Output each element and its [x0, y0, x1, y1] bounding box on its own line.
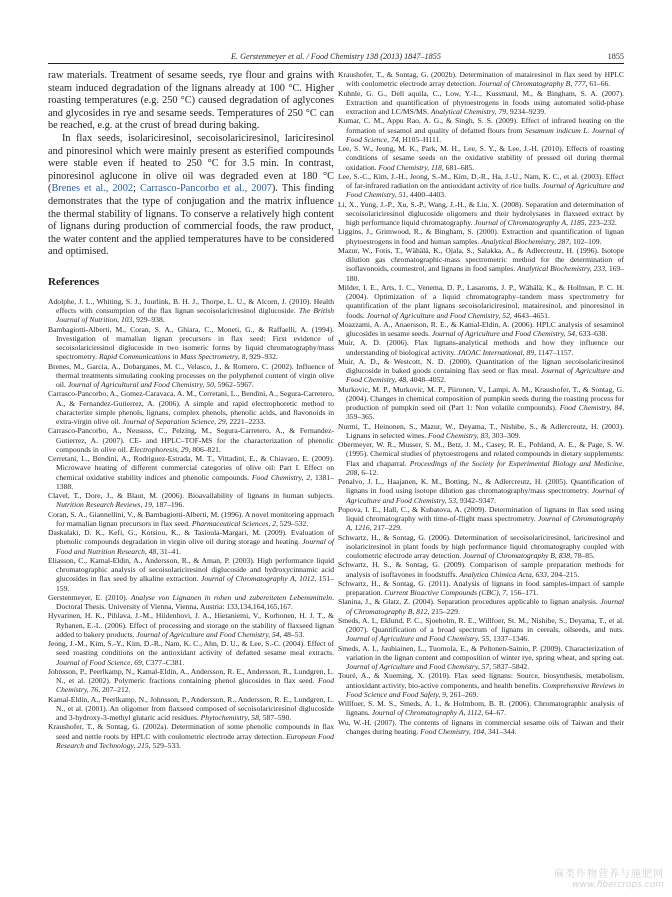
references-heading: References [48, 275, 100, 288]
reference-pages: , 4048–4052. [406, 375, 446, 385]
reference-pages: , 261–269. [445, 689, 479, 699]
reference-journal: Food Chemistry, 118 [378, 162, 442, 172]
reference-authors-title: Popova, I. E., Hall, C., & Kubatova, A. (2009). Determination of lignans in flax seed using liquid chromatography with time-of-flight mass spectrometry. [338, 504, 624, 523]
reference-pages: . Doctoral Thesis. University of Vienna, Vienna, Austria: 133,134,164,165,167. [56, 592, 334, 612]
reference-journal: Journal of Agriculture and Food Chemistry, 54 [136, 629, 280, 639]
reference-journal: Current Bioactive Compounds (CBC), 7 [384, 588, 507, 597]
watermark-url: www.fibercrops.com [572, 880, 664, 890]
reference-authors-title: Slanina, J., & Glatz, Z. (2004). Separation procedures applicable to lignan analysis. [338, 597, 601, 607]
right-column [338, 70, 624, 736]
reference-pages: , 187–196. [151, 500, 185, 510]
reference-pages: , 31–41. [156, 546, 182, 556]
reference-item [338, 579, 624, 598]
reference-authors-title: Milder, I. E., Arts, I. C., Venema, D. P., Lasaroms, J. P., Wähälä, K., & Hollman, P. C. H. (2004). Optimization of a liquid chromatography–tandem mass spectrometry for quantification of the plant lignans secoisolariciresinol, matairesinol, and pinoresinol in foods. [338, 282, 624, 320]
reference-journal: Sesamum indicum L. Journal of Food Science, 74 [346, 125, 624, 144]
reference-pages: , 1337–1346. [489, 634, 530, 644]
reference-journal: Journal of Chromatography A, 1185 [474, 218, 585, 227]
reference-pages: , 61–66. [585, 79, 611, 89]
reference-list-right [338, 70, 624, 736]
reference-authors-title: Nurmi, T., Heinonen, S., Mazur, W., Deyama, T., Nishibe, S., & Adlercreutz, H. (2003). Lignans in selected wines. [338, 421, 624, 440]
reference-item [338, 422, 624, 441]
reference-journal: Electrophoresis, 29 [129, 444, 189, 454]
reference-journal: Journal of Agriculture and Food Chemistry, 48 [346, 366, 624, 385]
reference-pages: , 6–12. [357, 467, 379, 477]
reference-journal: Journal of Food and Nutrition Research, 48 [56, 537, 334, 556]
reference-authors-title: Kraushofer, T., & Sontag, G. (2002b). Determination of matairesinol in flax seed by HPLC with coulometric electrode array detection. [338, 70, 624, 89]
reference-pages: , 929–938. [132, 315, 165, 325]
reference-journal: European Food Research and Technology, 215 [56, 731, 334, 750]
reference-item [48, 325, 334, 362]
reference-pages: , 215–229. [427, 606, 460, 616]
reference-item [338, 597, 624, 616]
reference-item [48, 722, 334, 750]
reference-pages: , 1147–1157. [534, 347, 574, 357]
reference-authors-title: Moazzami, A. A., Anaersson, R. E., & Kamal-Eldin, A. (2006). HPLC analysis of sesaminol glucosides in sesame seeds. [338, 319, 624, 338]
reference-journal: JAOAC International, 89 [457, 347, 535, 357]
reference-pages: , 78–85. [570, 551, 595, 560]
reference-journal: Phytochemistry, 58 [200, 713, 259, 723]
reference-item [48, 510, 334, 529]
reference-item [48, 611, 334, 639]
reference-item [338, 560, 624, 579]
reference-journal: Rapid Communications in Mass Spectrometry, 8 [98, 352, 246, 362]
reference-authors-title: Schwartz, H., & Sontag, G. (2011). Analysis of lignans in food samples-impact of sample preparation. [338, 578, 624, 597]
reference-pages: , 681–685. [441, 162, 475, 172]
reference-pages: , 48–53. [279, 629, 305, 639]
watermark-site-name: 麻类作物营养与施肥网 [554, 869, 664, 880]
reference-authors-title: Eliasson, C., Kamal-Eldin, A., Andersson, R., & Aman, P. (2003). High performance liquid chromatographic analysis of secoisolariciresinol diglucoside and hydroxycinnamic acid glucosides in flax seed by alkaline extraction. [48, 555, 334, 584]
reference-pages: , 587–590. [258, 713, 292, 723]
reference-journal: Analyse von Lignanen in rohen und zubereiteten Lebensmitteln [130, 592, 333, 602]
reference-journal: Proceedings of the Society for Experimental Biology and Medicine, 208 [346, 458, 624, 477]
reference-journal: Journal of Agriculture and Food Chemistry, 51 [346, 181, 624, 200]
reference-item [338, 70, 624, 89]
paragraph-1: raw materials. Treatment of sesame seeds, rye flour and grains with steam induced degradation of the lignans already at 100 °C. Higher roasting temperatures (e.g. 250 °C) caused degradation of aglycones and glycosides in rye and sesame seeds. Temperatures of 250 °C can be reached, e.g. at the crust of bread during baking. [48, 70, 334, 132]
reference-authors-title: Bambagiotti-Alberti, M., Coran, S. A., Ghiara, C., Moneti, G., & Raffaelli, A. (1994). Investigation of mamalian lignan precursors in flax seed: First evidence of secoisolariciresinol diglucoside in two isomeric forms by liquid chromatography/mass spectrometry. [48, 324, 334, 362]
citation-separator: ; [133, 183, 140, 195]
reference-item [338, 644, 624, 672]
reference-pages: , 151–159. [56, 574, 334, 593]
reference-pages: , 156–171. [506, 588, 539, 597]
reference-item [48, 297, 334, 325]
body-text [48, 70, 334, 259]
reference-journal: Journal of Chromatography B, 838 [463, 551, 571, 560]
reference-item [338, 320, 624, 339]
reference-authors-title: Kuhnle, G. G., Dell aquila, C., Low, Y.-L., Kussmaul, M., & Bingham, S. A. (2007). Extraction and quantification of phytoestrogens in foods using automated solid-phase extraction and LC/MS/MS. [338, 88, 624, 116]
reference-item [338, 227, 624, 246]
reference-item [338, 144, 624, 172]
reference-pages: , H105–H111. [398, 134, 442, 144]
reference-pages: , 223–232. [584, 218, 617, 227]
reference-item [48, 667, 334, 695]
reference-journal: Journal of Agriculture and Food Chemistry, 52 [366, 310, 510, 320]
reference-pages: , 9342–9347. [456, 495, 496, 505]
reference-authors-title: Liggins, J., Grimwood, R., & Bingham, S. (2000). Extraction and quantification of lignan phytoestrogens in food and human samples. [338, 227, 624, 246]
reference-authors-title: Kumar, C. M., Appu Rao, A. G., & Singh, S. S. (2009). Effect of infrared heating on the formation of sesamol and quality of defatted flours from [338, 116, 624, 135]
reference-authors-title: Mazur, W., Fotis, T., Wähälä, K., Ojala, S., Salakka, A., & Adlercreutz, H. (1996). Isotope dilution gas chromatographic-mass spectrometric method for the determination of isoflavonoids, coumestrol, and lignans in food samples. [338, 245, 624, 274]
reference-item [338, 172, 624, 200]
reference-authors-title: Adolphe, J. L., Whiting, S. J., Juurlink, B. H. J., Thorpe, L. U., & Alcorn, J. (2010). Health effects with consumption of the flax lignan secoisolariciresinol diglucoside. [48, 296, 334, 316]
reference-authors-title: Li, X., Yung, J.-P., Xu, S.-P., Wang, J.-H., & Liu, X. (2008). Separation and determination of secoisolariciresinol diglucoside oligomers and their hydrolysates in flaxseed extract by high performance liquid chromatography. [338, 199, 624, 227]
left-column [48, 70, 334, 750]
reference-journal: Analytical Biochemistry, 287 [481, 236, 570, 246]
reference-journal: Journal of Agriculture and Food Chemistry, 57 [346, 662, 490, 671]
reference-pages: , 64–67. [481, 708, 507, 718]
reference-authors-title: Lee, S. W., Jeung, M. K., Park, M. H., Lee, S. Y., & Lee, J.-H. (2010). Effects of roasting conditions of sesame seeds on the oxidative stability of pressed oil during thermal oxidation. [338, 144, 624, 172]
running-title: E. Gerstenmeyer et al. / Food Chemistry 138 (2013) 1847–1855 [231, 52, 441, 61]
reference-pages: , 169–180. [346, 264, 625, 283]
reference-authors-title: Touré, A., & Xueming, X. (2010). Flax seed lignans: Source, biosynthesis, metabolism, antioxidant activity, bio-active components, and health benefits. [338, 671, 624, 690]
reference-item [338, 477, 624, 505]
reference-item [48, 454, 334, 491]
reference-pages: , 4643–4651. [509, 310, 550, 320]
reference-journal: Journal of Agriculture and Food Chemistry, 55 [346, 634, 490, 644]
reference-item [338, 246, 624, 283]
reference-journal: Journal of Separation Science, 29 [122, 417, 226, 427]
reference-pages: , 5962–5967. [213, 380, 254, 390]
reference-pages: , 929–932. [245, 352, 278, 362]
reference-item [48, 528, 334, 556]
reference-item [338, 338, 624, 357]
reference-item [338, 116, 624, 144]
reference-item [338, 440, 624, 477]
reference-authors-title: Clavel, T., Dore, J., & Blaut, M. (2006). Bioavailability of lignans in human subjects. [48, 491, 334, 501]
reference-pages: , 806–821. [188, 444, 221, 454]
reference-authors-title: Kamal-Eldin, A., Peerlkamp, N., Johnsson, P., Andersson, R., Andersson, R. E., Lundgren, L. N., et al. (2001). An oligomer from flaxseed composed of secoisolariciresinol diglucoside and 3-hydroxy-3-methyl glutaric acid residues. [48, 694, 334, 723]
reference-item [48, 362, 334, 390]
reference-authors-title: Schwartz, H., & Sontag, G. (2006). Determination of secoisolariciresinol, lariciresinol and isolariciresinol in plant foods by high performance liquid chromatography coupled with coulometric electrode array detection. [338, 532, 624, 560]
reference-item [338, 200, 624, 228]
reference-pages: , 529–532. [275, 518, 309, 528]
reference-item [338, 699, 624, 718]
reference-authors-title: Muir, A. D. (2006). Flax lignans-analytical methods and how they influence our understanding of biological activity. [338, 338, 624, 357]
reference-authors-title: Schwartz, H. S., & Sontag, G. (2009). Comparison of sample preparation methods for analysis of isoflavones in foodstuffs. [338, 560, 624, 579]
reference-journal: Nutrition Research Reviews, 19 [56, 500, 152, 510]
reference-authors-title: Willfoer, S. M. S., Smeds, A. I., & Holmbom, B. R. (2006). Chromatographic analysis of lignans. [338, 699, 624, 718]
reference-journal: Food Chemistry, 104 [420, 726, 485, 736]
reference-pages: , 204–215. [546, 569, 580, 579]
reference-journal: Food Chemistry, 83 [428, 430, 489, 440]
reference-authors-title: Muir, A. D., & Westcott, N. D. (2000). Quantitation of the lignan secoisolariciresinol diglucoside in baked goods containing flax seed or flax meal. [338, 356, 624, 375]
reference-item [338, 671, 624, 699]
reference-journal: Food Chemistry, 84 [559, 403, 623, 412]
reference-journal: Journal of Chromatography A, 1112 [371, 708, 482, 718]
reference-pages: , 633–638. [575, 329, 608, 338]
reference-item [338, 89, 624, 117]
reference-authors-title: Murkovic, M. P., Murkovic, M. P., Piironen, V., Lampi, A. M., Kraushofer, T., & Sontag, G. (2004). Changes in chemical composition of pumpkin seeds during the roasting process for production of pumpkin seed oil (Part 1: Non volatile compounds). [338, 384, 624, 412]
reference-authors-title: Jeong, J.-M., Kim, S.-Y., Kim, D.-R., Nam, K. C., Ahn, D. U., & Lee, S.-C. (2004). Effect of seed roasting conditions on the antioxidant activity of defatted sesame meal extracts. [48, 639, 334, 658]
reference-item [48, 491, 334, 510]
reference-item [48, 593, 334, 612]
reference-pages: , 4400–4403. [406, 190, 446, 200]
reference-authors-title: Wu, W.-H. (2007). The contents of lignans in commercial sesame oils of Taiwan and their changes during heating. [338, 717, 624, 736]
reference-item [338, 616, 624, 644]
reference-pages: , 2221–2233. [225, 417, 266, 427]
reference-authors-title: Hyvarinen, H. K., Pihlava, J.-M., Hiidenhovi, J. A., Hietaniemi, V., Korhonen, H. J. T., & Ryhanen, E.-L. (2006). Effect of processing and storage on the stability of flaxseed lignan added to bakery products. [48, 611, 334, 639]
reference-authors-title: Obermeyer, W. R., Musser, S. M., Betz, J. M., Casey, R. E., Pohland, A. E., & Page, S. W. (1995). Chemical studies of phytoestrogens and related compounds in dietary supplements: Flax and chaparral. [338, 440, 624, 468]
reference-pages: , 341–344. [484, 726, 517, 736]
reference-item [338, 357, 624, 385]
reference-item [48, 556, 334, 593]
reference-item [338, 283, 624, 320]
reference-item [48, 389, 334, 426]
paragraph-2-text-b: ). This finding demonstrates that the type of conjugation and the matrix influence the thermal stability of lignans. To conserve a relatively high content of lignans during production of commercial foods, the raw product, the water content and the applied temperatures have to be considered and optimised. [48, 183, 334, 258]
reference-authors-title: Brenes, M., Garcia, A., Dobarganes, M. C., Velasco, J., & Romero, C. (2002). Influence of thermal treatments simulating cooking processes on the polyphenol content of virgin olive oil. [48, 361, 334, 390]
reference-authors-title: Cerretani, L., Bendini, A., Rodriguez-Estrada, M. T., Vittadini, E., & Chiavaro, E. (2009). Microwave heating of different commercial categories of olive oil: Part I. Effect on chemical oxidative stability indices and phenolic compounds. [48, 454, 334, 482]
reference-journal: Journal of Agricultural and Food Chemistry, 50 [67, 380, 214, 390]
reference-pages: , C377–C381. [141, 657, 185, 667]
reference-item [338, 385, 624, 422]
reference-journal: Analytical Biochemistry, 233 [517, 264, 605, 274]
reference-authors-title: Smeds, A. I., Eklund, P. C., Sjoeholm, R. E., Willfoer, St. M., Nishibe, S., Deyama, T., et al. (2007). Quantification of a broad spectrum of lignans in cereals, oilseeds, and nuts. [338, 615, 624, 634]
reference-pages: , 217–229. [369, 523, 402, 533]
reference-item [48, 695, 334, 723]
header-rule [48, 63, 624, 64]
reference-pages: , 529–533. [148, 740, 181, 750]
reference-authors-title: Penalvo, J. L., Haajanen, K. M., Botting, N., & Adlercreutz, H. (2005). Quantification of lignans in food using isotope dilution gas chromatography/mass spectrometry. [338, 477, 624, 496]
reference-journal: Journal of Food Science, 69 [56, 657, 142, 667]
reference-pages: , 102–109. [569, 236, 602, 246]
reference-journal: Food Chemistry, 2 [251, 472, 311, 482]
reference-journal: Journal of Chromatography A, 1216 [346, 514, 624, 533]
paragraph-2 [48, 133, 334, 259]
paragraph-2-text-a: In flax seeds, isolariciresinol, secoisolariciresinol, lariciresinol and pinoresinol which were mainly present as esterified compounds were stable even if heated to 250 °C for 3.5 min. In contrast, pinoresinol aglucone in olive oil was degraded even at 180 °C ( [48, 132, 334, 195]
reference-item [338, 505, 624, 533]
page-number: 1855 [607, 52, 624, 61]
reference-pages: , 9234–9239. [506, 107, 546, 116]
citation-link-carrasco-pancorbo-2007[interactable]: Carrasco-Pancorbo et al., 2007 [139, 183, 272, 195]
reference-authors-title: Smeds, A. I., Jauhiainen, L., Tuomola, E., & Peltonen-Sainio, P. (2009). Characterization of variation in the lignan content and composition of winter rye, spring wheat, and spring oat. [338, 643, 624, 662]
reference-journal: The British Journal of Nutrition, 103 [56, 306, 334, 325]
reference-journal: Analytica Chimica Acta, 633 [459, 569, 547, 579]
reference-pages: , 1381–1388. [56, 472, 334, 491]
reference-pages: , 207–212. [98, 685, 131, 695]
reference-pages: , 5837–5842. [489, 662, 530, 671]
reference-journal: Journal of Chromatography B, 812 [346, 597, 624, 616]
reference-journal: Pharmaceutical Sciences, 2 [191, 518, 276, 528]
reference-authors-title: Kraushofer, T., & Sontag, G. (2002a). Determination of some phenolic compounds in flax seed and nettle roots by HPLC with coulometric electrode array detection. [48, 722, 334, 741]
reference-journal: Journal of Agriculture and Food Chemistry, 53 [346, 486, 624, 505]
reference-item [338, 718, 624, 737]
reference-list-left [48, 297, 334, 750]
reference-authors-title: Coran, S. A., Giannellini, V., & Bambagiotti-Alberti, M. (1996). A novel monitoring approach for mamalian lignan precursors in flax seed. [48, 509, 334, 528]
reference-pages: , 303–309. [488, 430, 521, 440]
site-watermark [554, 869, 664, 891]
reference-journal: Food Chemistry, 76 [56, 676, 334, 695]
reference-authors-title: Daskalaki, D. K., Kefi, G., Kotsiou, K., & Tasioula-Margari, M. (2009). Evaluation of phenolic compounds degradation in virgin olive oil during storage and heating. [48, 528, 334, 547]
reference-item [48, 426, 334, 454]
reference-item [48, 639, 334, 667]
reference-journal: Journal of Agriculture and Food Chemistry, 54 [431, 329, 576, 338]
reference-authors-title: Johnsson, P., Peerlkamp, N., Kamal-Eldin, A., Andersson, R. E., Andersson, R., Lundgren, L. N., et al. (2002). Polymeric fractions containing phenol glucosides in flax seed. [48, 666, 334, 686]
reference-pages: , 359–365. [346, 403, 624, 422]
reference-journal: Analytical Chemistry, 79 [430, 107, 507, 116]
reference-authors-title: Carrasco-Pancorbo, A., Gomez-Caravaca, A. M., Cerretani, L., Bendini, A., Segura-Carretero, A., & Fernandez-Gutierrez, A. (2006). A simple and rapid electrophoretic method to characterize simple phenols, lignans, complex phenols, phenolic acids, and flavonoids in extra-virgin olive oil. [48, 389, 334, 427]
reference-authors-title: Carrasco-Pancorbo, A., Neususs, C., Pelzing, M., Segura-Carretero, A., & Fernandez-Gutierrez, A. (2007). CE- and HPLC–TOF-MS for the characterization of phenolic compounds in olive oil. [48, 426, 334, 454]
reference-item [338, 533, 624, 561]
citation-link-brenes-2002[interactable]: Brenes et al., 2002 [51, 183, 133, 195]
reference-journal: Journal of Chromatography B, 777 [478, 79, 586, 89]
reference-journal: Comprehensive Reviews in Food Science and Food Safety, 9 [346, 680, 624, 699]
reference-journal: Journal of Chromatography A, 1012 [201, 574, 315, 584]
reference-authors-title: Gerstenmeyer, E. (2010). [48, 592, 131, 602]
reference-authors-title: Lee, S.-C., Kim, J.-H., Jeong, S.-M., Kim, D.-R., Ha, J.-U., Nam, K. C., et al. (2003). Effect of far-infrared radiation on the antioxidant activity of rice hulls. [338, 171, 624, 190]
